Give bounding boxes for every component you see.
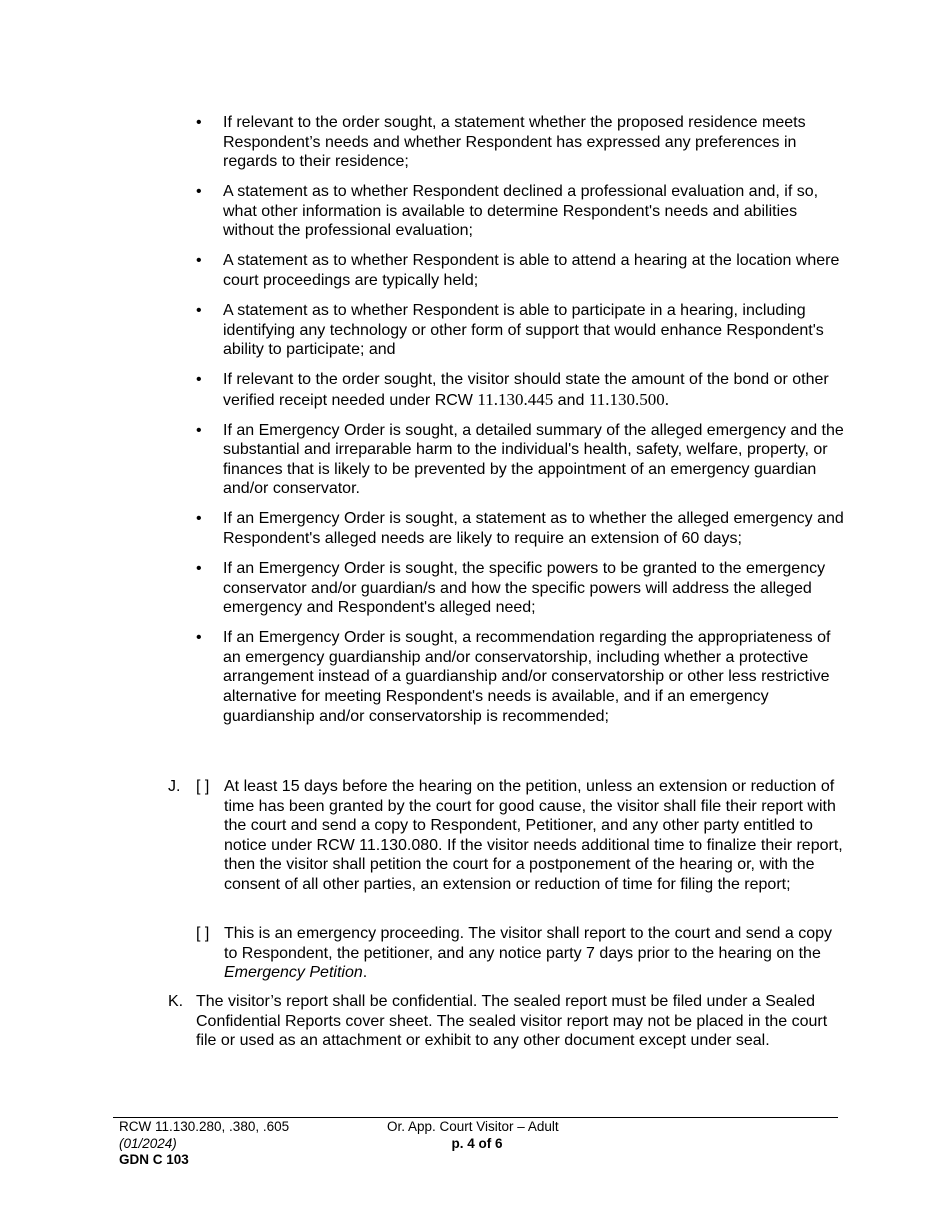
list-item: • A statement as to whether Respondent declined a professional evaluation and, if so, what other information is available to determine Respondent's needs and abilities without the professional evaluation; [196,183,819,240]
bullet-icon: • [196,301,202,319]
footer-form-title: Or. App. Court Visitor – Adult [387,1119,559,1134]
footer-date: (01/2024) [119,1135,177,1151]
bullet-icon: • [196,421,202,439]
bullet-icon: • [196,114,202,131]
page-number: p. 4 of 6 [451,1135,503,1151]
list-item: • A statement as to whether Respondent is able to participate in a hearing, including identifying any technology or other form of support that would enhance Respondent's ability to participate; and [196,301,824,359]
list-item: • If an Emergency Order is sought, a recommendation regarding the appropriateness of an emergency guardianship and/or conservatorship, including whether a protective arrangement instead of a guardianship and/or conservatorship or other less restrictive alternative for meeting Respondent's needs is available, and if an emergency guardianship and/or conservatorship is recommended; [196,629,831,725]
bullet-icon: • [196,183,202,201]
list-item: • If an Emergency Order is sought, a statement as to whether the alleged emergency and Respondent's alleged needs are likely to require an extension of 60 days; [196,510,844,548]
list-item: • A statement as to whether Respondent is able to attend a hearing at the location where court proceedings are typically held; [196,252,840,289]
section-k-text: The visitor’s report shall be confidential. The sealed report must be filed under a Sealed Confidential Reports cover sheet. The sealed visitor report may not be placed in the court file or used as an attachment or exhibit to any other document except under seal. [196,993,828,1050]
list-item: • If an Emergency Order is sought, the specific powers to be granted to the emergency conservator and/or guardian/s and how the specific powers will address the alleged emergency and Respondent's alleged need; [196,560,826,617]
list-item: • If relevant to the order sought, a statement whether the proposed residence meets Respondent’s needs and whether Respondent has expressed any preferences in regards to their residence; [196,114,806,171]
footer-left [119,1119,289,1169]
rcw-reference: 11.130.500 [588,389,665,409]
footer-rcw: RCW 11.130.280, .380, .605 [119,1119,290,1134]
list-item: • If relevant to the order sought, the visitor should state the amount of the bond or other verified receipt needed under RCW 11.130.445 and 11.130.500. [196,371,829,409]
section-j [168,777,844,895]
footer-form-number: GDN C 103 [119,1152,189,1167]
section-label: J. [168,778,181,795]
visitor-report-requirements-list [196,113,844,737]
section-j-emergency [168,924,844,983]
section-k [168,992,844,1051]
footer-divider [113,1117,838,1118]
section-j-text: At least 15 days before the hearing on the petition, unless an extension or reduction of time has been granted by the court for good cause, the visitor shall file their report with the court and send a copy to Respondent, Petitioner, and any other party entitled to notice under RCW 11.130.080. If the visitor needs additional time to finalize their report, then the visitor shall petition the court for a postponement of the hearing or, with the consent of all other parties, an extension or reduction of time for filing the report; [224,778,843,893]
emergency-petition-term: Emergency Petition [224,964,363,982]
list-item: • If an Emergency Order is sought, a detailed summary of the alleged emergency and the substantial and irreparable harm to the individual's health, safety, welfare, property, or finances that is likely to be prevented by the appointment of an emergency guardian and/or conservator. [196,421,844,498]
section-j-emergency-text: This is an emergency proceeding. The visitor shall report to the court and send a copy to Respondent, the petitioner, and any notice party 7 days prior to the hearing on the Emergency Petition. [224,925,833,982]
rcw-reference: 11.130.445 [477,389,554,409]
report-deadline-checkbox[interactable]: [ ] [196,778,210,795]
emergency-proceeding-checkbox[interactable]: [ ] [196,925,210,942]
bullet-icon: • [196,510,202,528]
bullet-icon: • [196,252,202,270]
footer-center [387,1119,567,1152]
section-label: K. [168,993,184,1010]
bullet-icon: • [196,629,202,647]
bullet-icon: • [196,560,202,578]
bullet-icon: • [196,371,202,389]
